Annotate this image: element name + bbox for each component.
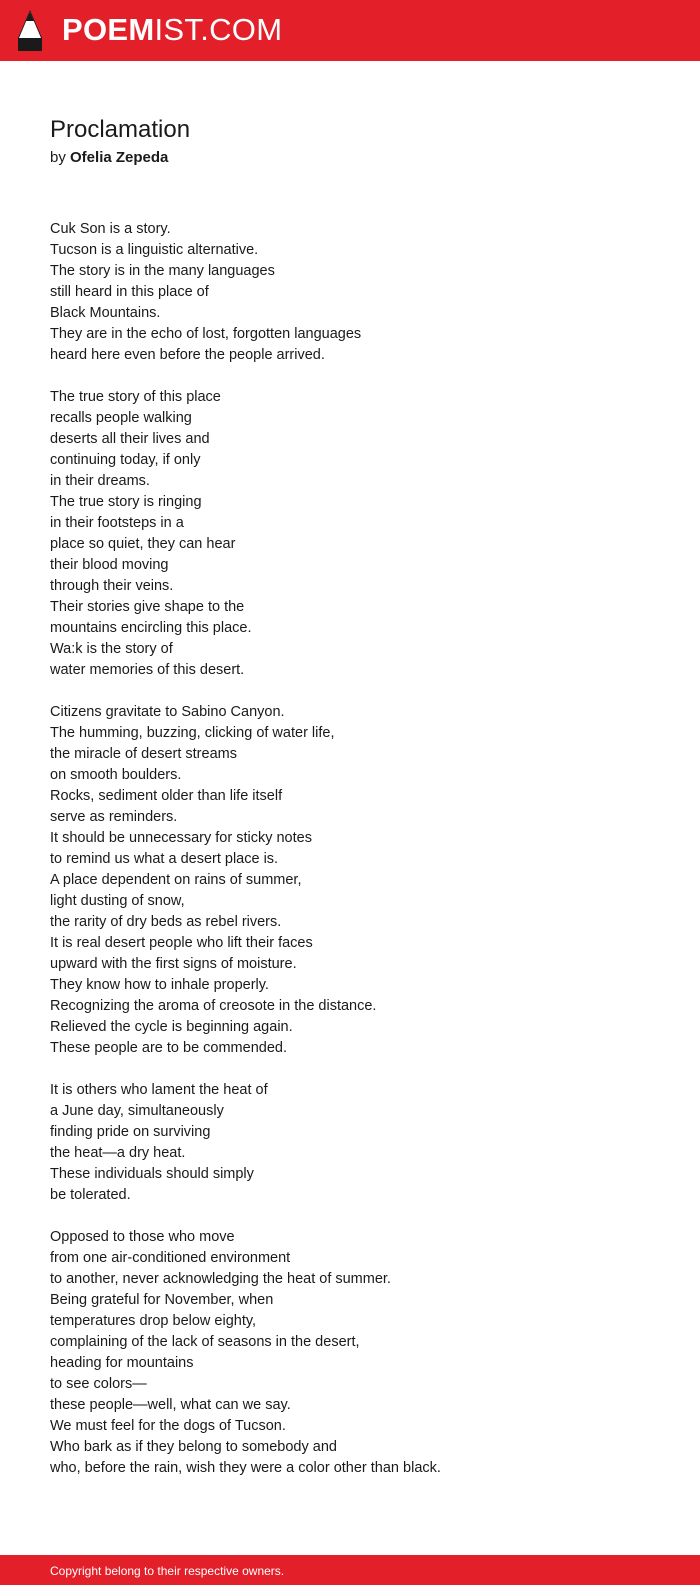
poem-line: recalls people walking [50, 410, 192, 426]
logo-bold-text: POEM [62, 12, 155, 47]
poem-line: It is others who lament the heat of [50, 1082, 268, 1098]
stanza [50, 219, 670, 366]
by-prefix: by [50, 149, 66, 166]
poem-body [50, 219, 670, 1500]
stanza [50, 387, 670, 681]
poem-line: serve as reminders. [50, 809, 178, 825]
poem-line: in their footsteps in a [50, 515, 184, 531]
poem-line: Wa:k is the story of [50, 641, 173, 657]
poem-line: heard here even before the people arrived. [50, 347, 325, 363]
poem-line: heading for mountains [50, 1355, 194, 1371]
stanza [50, 1080, 670, 1206]
poem-line: The story is in the many languages [50, 263, 275, 279]
poem-line: They are in the echo of lost, forgotten languages [50, 326, 362, 342]
poem-line: upward with the first signs of moisture. [50, 956, 297, 972]
author-name: Ofelia Zepeda [70, 149, 169, 166]
poem-line: the rarity of dry beds as rebel rivers. [50, 914, 282, 930]
poem-line: Their stories give shape to the [50, 599, 245, 615]
poem-line: complaining of the lack of seasons in the desert, [50, 1334, 360, 1350]
poem-line: place so quiet, they can hear [50, 536, 236, 552]
poem-line: be tolerated. [50, 1187, 131, 1203]
poem-line: These individuals should simply [50, 1166, 254, 1182]
poem-line: the miracle of desert streams [50, 746, 237, 762]
poem-line: light dusting of snow, [50, 893, 185, 909]
poem-line: They know how to inhale properly. [50, 977, 269, 993]
logo-light-text: IST.COM [154, 12, 283, 47]
poem-line: A place dependent on rains of summer, [50, 872, 302, 888]
poem-line: These people are to be commended. [50, 1040, 287, 1056]
poem-line: Black Mountains. [50, 305, 161, 321]
poem-line: water memories of this desert. [50, 662, 245, 678]
poem-line: Tucson is a linguistic alternative. [50, 242, 259, 258]
poem-line: finding pride on surviving [50, 1124, 211, 1140]
poem-line: It is real desert people who lift their faces [50, 935, 313, 951]
poem-line: deserts all their lives and [50, 431, 210, 447]
byline [50, 149, 168, 167]
poem-line: these people—well, what can we say. [50, 1397, 291, 1413]
stanza [50, 702, 670, 1059]
site-footer [0, 1555, 700, 1585]
poem-line: It should be unnecessary for sticky notes [50, 830, 312, 846]
poem-line: a June day, simultaneously [50, 1103, 224, 1119]
poem-line: Cuk Son is a story. [50, 221, 171, 237]
poem-line: in their dreams. [50, 473, 150, 489]
stanza [50, 1227, 670, 1479]
poem-line: The true story of this place [50, 389, 221, 405]
poem-line: Opposed to those who move [50, 1229, 235, 1245]
poem-line: who, before the rain, wish they were a color other than black. [50, 1460, 441, 1476]
poem-line: We must feel for the dogs of Tucson. [50, 1418, 286, 1434]
poem-line: to another, never acknowledging the heat of summer. [50, 1271, 391, 1287]
poem-title: Proclamation [50, 116, 191, 143]
copyright-text: Copyright belong to their respective owners. [50, 1564, 285, 1578]
site-header [0, 0, 700, 61]
poem-line: The humming, buzzing, clicking of water life, [50, 725, 335, 741]
poem-line: to see colors— [50, 1376, 147, 1392]
site-logo[interactable] [62, 12, 282, 48]
poem-line: the heat—a dry heat. [50, 1145, 186, 1161]
poem-line: Being grateful for November, when [50, 1292, 274, 1308]
pencil-logo-icon[interactable] [17, 10, 43, 51]
poem-line: from one air-conditioned environment [50, 1250, 291, 1266]
poem-line: Recognizing the aroma of creosote in the distance. [50, 998, 377, 1014]
poem-line: mountains encircling this place. [50, 620, 252, 636]
poem-line: Relieved the cycle is beginning again. [50, 1019, 293, 1035]
poem-line: The true story is ringing [50, 494, 202, 510]
poem-line: continuing today, if only [50, 452, 201, 468]
poem-line: Citizens gravitate to Sabino Canyon. [50, 704, 285, 720]
poem-line: to remind us what a desert place is. [50, 851, 279, 867]
poem-line: Rocks, sediment older than life itself [50, 788, 283, 804]
poem-line: still heard in this place of [50, 284, 209, 300]
poem-line: through their veins. [50, 578, 174, 594]
poem-line: their blood moving [50, 557, 169, 573]
poem-line: Who bark as if they belong to somebody and [50, 1439, 337, 1455]
poem-line: on smooth boulders. [50, 767, 182, 783]
poem-line: temperatures drop below eighty, [50, 1313, 257, 1329]
